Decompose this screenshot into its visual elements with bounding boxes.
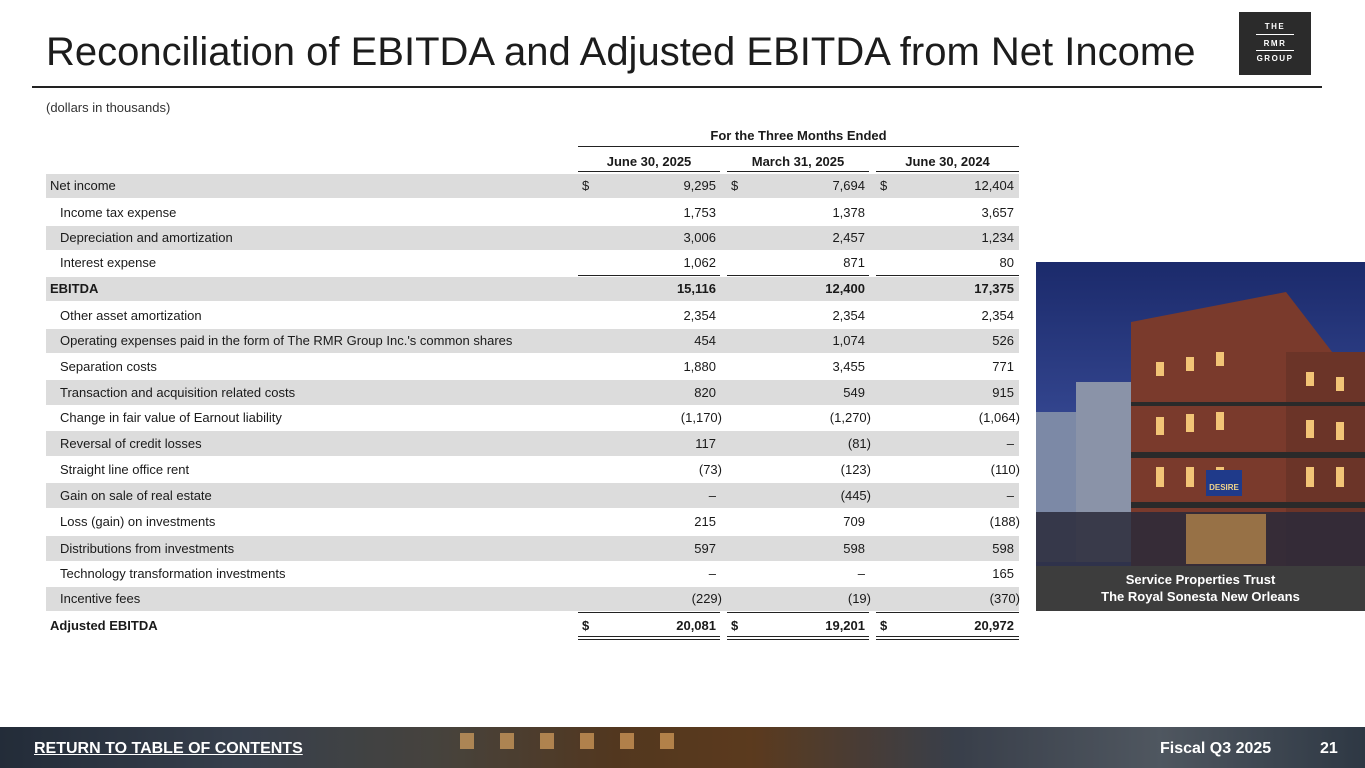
row-label: Interest expense <box>60 255 157 270</box>
column-header-rule <box>876 171 1019 172</box>
photo-caption <box>1036 566 1365 611</box>
cell-value: (370) <box>989 591 1020 606</box>
cell-value: 20,081 <box>676 618 716 633</box>
column-header-march-2025: March 31, 2025 <box>751 154 845 169</box>
table-row <box>46 483 1019 508</box>
cell-value: 15,116 <box>676 281 716 296</box>
column-group-header: For the Three Months Ended <box>710 128 887 143</box>
row-label: Gain on sale of real estate <box>60 488 212 503</box>
cell-value: (123) <box>840 462 871 477</box>
subtotal-rule <box>578 275 720 276</box>
subtotal-rule <box>578 612 720 613</box>
group-header-rule <box>578 146 1019 147</box>
cell-value: – <box>1006 436 1014 451</box>
total-double-rule <box>727 636 869 640</box>
cell-value: 820 <box>694 385 716 400</box>
cell-value: (1,170) <box>680 410 722 425</box>
cell-value: 80 <box>999 255 1014 270</box>
cell-value: 598 <box>992 541 1014 556</box>
cell-value: 9,295 <box>683 178 716 193</box>
cell-value: – <box>708 566 716 581</box>
table-row <box>46 587 1019 611</box>
title-divider <box>32 86 1322 88</box>
cell-value: 2,354 <box>683 308 716 323</box>
cell-value: 7,694 <box>832 178 865 193</box>
cell-value: 2,354 <box>981 308 1014 323</box>
cell-value: 549 <box>843 385 865 400</box>
logo-bar-top <box>1256 34 1294 35</box>
footer-decoration <box>460 733 474 749</box>
row-label: Incentive fees <box>60 591 141 606</box>
hotel-sign-text: DESIRE <box>1209 483 1239 492</box>
table-row <box>46 200 1019 225</box>
row-label: Operating expenses paid in the form of The RMR Group Inc.'s common shares <box>60 333 513 348</box>
column-header-june-2024: June 30, 2024 <box>905 154 990 169</box>
cell-value: 165 <box>992 566 1014 581</box>
row-label: Loss (gain) on investments <box>60 514 216 529</box>
cell-value: 20,972 <box>974 618 1014 633</box>
footer-decoration <box>540 733 554 749</box>
table-row <box>46 536 1019 561</box>
rmr-logo <box>1239 12 1311 75</box>
cell-value: 2,457 <box>832 230 865 245</box>
cell-value: 454 <box>694 333 716 348</box>
table-row <box>46 431 1019 456</box>
table-row <box>46 174 1019 198</box>
row-label: Income tax expense <box>60 205 177 220</box>
cell-value: 215 <box>694 514 716 529</box>
row-label: Straight line office rent <box>60 462 190 477</box>
cell-value: (73) <box>698 462 722 477</box>
row-label: Adjusted EBITDA <box>50 618 158 633</box>
cell-value: 597 <box>694 541 716 556</box>
table-row <box>46 329 1019 353</box>
cell-value: 17,375 <box>974 281 1014 296</box>
table-row <box>46 562 1019 586</box>
logo-bar-bottom <box>1256 50 1294 51</box>
table-row <box>46 277 1019 301</box>
logo-line-3: GROUP <box>1256 54 1294 63</box>
total-double-rule <box>876 636 1019 640</box>
currency-symbol: $ <box>582 178 590 193</box>
cell-value: (110) <box>990 462 1020 477</box>
cell-value: 915 <box>992 385 1014 400</box>
table-row <box>46 380 1019 405</box>
row-label: Net income <box>50 178 116 193</box>
cell-value: 3,006 <box>683 230 716 245</box>
cell-value: 1,062 <box>683 255 716 270</box>
row-label: Other asset amortization <box>60 308 202 323</box>
table-row <box>46 406 1019 430</box>
row-label: Change in fair value of Earnout liability <box>60 410 282 425</box>
subtotal-rule <box>876 275 1019 276</box>
total-double-rule <box>578 636 720 640</box>
cell-value: (229) <box>691 591 722 606</box>
cell-value: (81) <box>847 436 871 451</box>
cell-value: (445) <box>840 488 871 503</box>
footer-decoration <box>660 733 674 749</box>
cell-value: 12,404 <box>974 178 1014 193</box>
cell-value: 526 <box>992 333 1014 348</box>
row-label: Depreciation and amortization <box>60 230 233 245</box>
cell-value: 1,074 <box>832 333 865 348</box>
currency-symbol: $ <box>731 618 739 633</box>
cell-value: – <box>1006 488 1014 503</box>
cell-value: 12,400 <box>825 281 865 296</box>
row-label: EBITDA <box>50 281 99 296</box>
footer-decoration <box>500 733 514 749</box>
cell-value: 117 <box>695 436 716 451</box>
row-label: Technology transformation investments <box>60 566 286 581</box>
column-header-rule <box>578 171 720 172</box>
subtotal-rule <box>876 612 1019 613</box>
hotel-illustration <box>1036 262 1365 566</box>
cell-value: 598 <box>843 541 865 556</box>
table-row <box>46 614 1019 638</box>
currency-symbol: $ <box>582 618 590 633</box>
cell-value: (188) <box>989 514 1020 529</box>
subtotal-rule <box>727 612 869 613</box>
fiscal-period: Fiscal Q3 2025 <box>1160 740 1272 757</box>
units-note: (dollars in thousands) <box>46 100 171 115</box>
cell-value: 771 <box>992 359 1014 374</box>
table-row <box>46 303 1019 328</box>
table-row <box>46 457 1019 482</box>
subtotal-rule <box>727 275 869 276</box>
cell-value: 2,354 <box>832 308 865 323</box>
table-row <box>46 510 1019 534</box>
cell-value: (19) <box>847 591 871 606</box>
cell-value: 3,657 <box>981 205 1014 220</box>
cell-value: 1,753 <box>683 205 716 220</box>
cell-value: 1,378 <box>832 205 865 220</box>
footer-decoration <box>580 733 594 749</box>
table-row <box>46 251 1019 275</box>
caption-company: Service Properties Trust <box>1125 572 1276 587</box>
row-label: Distributions from investments <box>60 541 235 556</box>
table-row <box>46 355 1019 379</box>
cell-value: 1,880 <box>683 359 716 374</box>
cell-value: 871 <box>843 255 865 270</box>
cell-value: – <box>708 488 716 503</box>
cell-value: – <box>857 566 865 581</box>
currency-symbol: $ <box>880 178 888 193</box>
logo-line-2: RMR <box>1263 39 1287 48</box>
cell-value: (1,064) <box>978 410 1020 425</box>
column-header-june-2025: June 30, 2025 <box>606 154 692 169</box>
footer-decoration <box>620 733 634 749</box>
table-row <box>46 226 1019 250</box>
return-to-toc-link[interactable]: RETURN TO TABLE OF CONTENTS <box>34 740 303 757</box>
cell-value: (1,270) <box>829 410 871 425</box>
cell-value: 709 <box>843 514 865 529</box>
logo-line-1: THE <box>1264 22 1286 31</box>
page-number: 21 <box>1320 740 1338 757</box>
cell-value: 3,455 <box>832 359 865 374</box>
caption-property: The Royal Sonesta New Orleans <box>1101 589 1300 604</box>
currency-symbol: $ <box>880 618 888 633</box>
cell-value: 19,201 <box>825 618 865 633</box>
row-label: Reversal of credit losses <box>60 436 202 451</box>
row-label: Transaction and acquisition related costs <box>60 385 296 400</box>
currency-symbol: $ <box>731 178 739 193</box>
hotel-photo <box>1036 262 1365 566</box>
page-title: Reconciliation of EBITDA and Adjusted EBITDA from Net Income <box>46 30 1196 74</box>
row-label: Separation costs <box>60 359 157 374</box>
column-header-rule <box>727 171 869 172</box>
cell-value: 1,234 <box>981 230 1014 245</box>
